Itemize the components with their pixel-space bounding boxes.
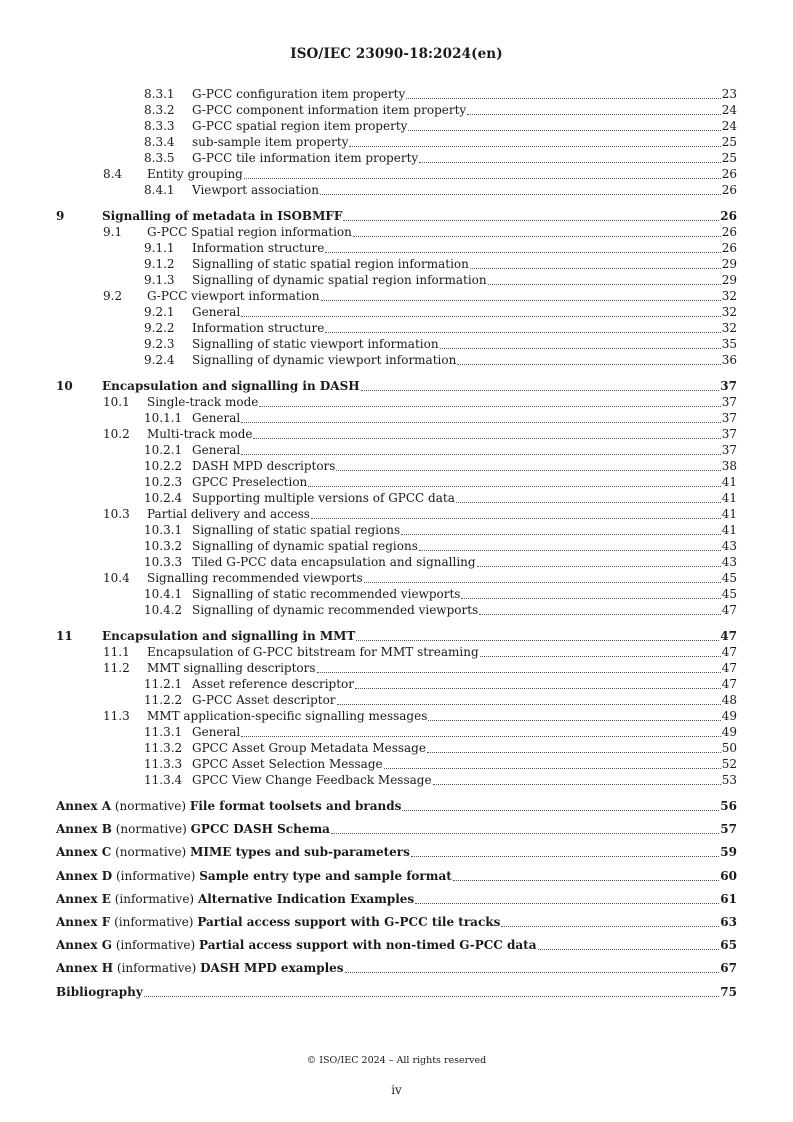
toc-entry-number: 10.3.3 [144, 555, 183, 569]
dot-leader [241, 422, 720, 423]
toc-entry-page: 56 [720, 799, 737, 813]
toc-entry-page: 35 [721, 337, 737, 351]
toc-bibliography-entry[interactable] [56, 984, 737, 1000]
toc-entry-number: 9.2.2 [144, 321, 175, 335]
toc-annex-entry[interactable] [56, 937, 737, 953]
toc-entry-number: 8.3.4 [144, 135, 175, 149]
toc-entry[interactable] [56, 208, 737, 224]
toc-entry-number: 10.3.1 [144, 523, 183, 537]
toc-entry[interactable] [56, 708, 737, 724]
toc-entry-title: Information structure [192, 321, 325, 335]
toc-entry-number: 10.4 [103, 571, 130, 585]
toc-entry-number: 11.1 [103, 645, 130, 659]
dot-leader [349, 146, 720, 147]
toc-entry-title: General [192, 305, 241, 319]
toc-entry-number: 8.3.2 [144, 103, 175, 117]
toc-entry[interactable] [56, 118, 737, 134]
dot-leader [480, 656, 721, 657]
toc-entry-page: 32 [721, 305, 737, 319]
toc-entry[interactable] [56, 86, 737, 102]
dot-leader [345, 972, 720, 973]
toc-entry-page: 23 [721, 87, 737, 101]
toc-entry[interactable] [56, 182, 737, 198]
toc-entry-page: 37 [721, 443, 737, 457]
toc-entry-number: 9.1 [103, 225, 123, 239]
dot-leader [477, 566, 721, 567]
toc-entry[interactable] [56, 134, 737, 150]
toc-entry-number: 11.2.1 [144, 677, 183, 691]
dot-leader [343, 220, 719, 221]
toc-entry-page: 37 [721, 411, 737, 425]
toc-entry-title: GPCC Asset Selection Message [192, 757, 383, 771]
toc-entry[interactable] [56, 426, 737, 442]
toc-entry[interactable] [56, 676, 737, 692]
dot-leader [406, 98, 720, 99]
annex-heading: File format toolsets and brands [189, 799, 402, 813]
dot-leader [241, 736, 720, 737]
toc-entry-number: 10.2.1 [144, 443, 183, 457]
toc-entry-title: Signalling of dynamic viewport information [192, 353, 457, 367]
annex-title [56, 844, 410, 860]
toc-annex-entry[interactable] [56, 960, 737, 976]
dot-leader [364, 582, 721, 583]
toc-entry-number: 11.3.4 [144, 773, 183, 787]
toc-entry-number: 9.2.1 [144, 305, 175, 319]
toc-entry-page: 37 [720, 379, 737, 393]
toc-entry-title: Signalling of static recommended viewports [192, 587, 461, 601]
toc-entry-page: 63 [720, 914, 737, 929]
toc-entry-title: Single-track mode [147, 395, 259, 409]
toc-entry-number: 11.3 [103, 709, 130, 723]
dot-leader [317, 672, 721, 673]
toc-entry-number: 10.3.2 [144, 539, 183, 553]
toc-entry[interactable] [56, 240, 737, 256]
toc-annex-entry[interactable] [56, 844, 737, 860]
toc-entry-page: 65 [720, 938, 737, 953]
dot-leader [427, 752, 721, 753]
toc-entry-page: 41 [721, 523, 737, 537]
toc-entry-page: 57 [720, 822, 737, 837]
dot-leader [419, 550, 721, 551]
toc-entry[interactable] [56, 538, 737, 554]
dot-leader [241, 454, 720, 455]
toc-entry[interactable] [56, 522, 737, 538]
toc-entry[interactable] [56, 692, 737, 708]
toc-entry[interactable] [56, 224, 737, 240]
page-number: iv [391, 1083, 402, 1097]
toc-entry-title: G-PCC configuration item property [192, 87, 406, 101]
annex-heading: Sample entry type and sample format [199, 868, 452, 883]
toc-entry-title: Partial delivery and access [147, 507, 310, 521]
dot-leader [488, 284, 721, 285]
dot-leader [244, 178, 721, 179]
toc-entry-number: 10.4.2 [144, 603, 183, 617]
toc-entry-title: Multi-track mode [147, 427, 253, 441]
annex-title [56, 891, 414, 907]
dot-leader [336, 470, 720, 471]
toc-entry[interactable] [56, 352, 737, 368]
annex-heading: MIME types and sub-parameters [190, 845, 410, 860]
toc-entry-title: Signalling of static spatial regions [192, 523, 401, 537]
toc-entry-title: MMT signalling descriptors [147, 661, 316, 675]
toc-entry-page: 47 [721, 645, 737, 659]
toc-entry[interactable] [56, 740, 737, 756]
toc-entry-title: G-PCC tile information item property [192, 151, 419, 165]
toc-entry-title: Viewport association [192, 183, 319, 197]
annex-heading: GPCC DASH Schema [190, 822, 330, 837]
toc-entry-page: 67 [720, 961, 737, 976]
toc-entry-page: 47 [721, 661, 737, 675]
toc-entry-title: Tiled G-PCC data encapsulation and signalling [192, 555, 476, 569]
toc-entry-title: G-PCC Asset descriptor [192, 693, 336, 707]
toc-entry-page: 25 [721, 151, 737, 165]
document-header: ISO/IEC 23090-18:2024(en) [290, 46, 503, 62]
annex-kind: (normative) [114, 799, 187, 813]
toc-entry-number: 9.1.1 [144, 241, 175, 255]
toc-entry-page: 41 [721, 475, 737, 489]
annex-heading: Partial access support with G-PCC tile tracks [197, 914, 501, 929]
dot-leader [337, 704, 721, 705]
dot-leader [308, 486, 720, 487]
dot-leader [411, 856, 719, 857]
toc-entry-page: 24 [721, 119, 737, 133]
annex-label: Annex E [56, 891, 111, 906]
toc-entry-number: 10.4.1 [144, 587, 183, 601]
toc-entry-number: 10.1.1 [144, 411, 183, 425]
toc-entry-page: 26 [721, 241, 737, 255]
annex-kind: (informative) [114, 891, 195, 906]
toc-entry-title: G-PCC component information item property [192, 103, 467, 117]
dot-leader [408, 130, 720, 131]
toc-entry-page: 60 [720, 868, 737, 883]
toc-entry-page: 26 [720, 209, 737, 223]
toc-entry-page: 59 [720, 845, 737, 860]
dot-leader [331, 833, 719, 834]
toc-entry-title: sub-sample item property [192, 135, 349, 149]
annex-kind: (normative) [115, 822, 187, 837]
toc-entry[interactable] [56, 256, 737, 272]
toc-entry-number: 9 [56, 209, 65, 223]
toc-entry-title: Signalling of dynamic spatial regions [192, 539, 418, 553]
dot-leader [320, 194, 721, 195]
annex-title [56, 798, 401, 814]
toc-entry-page: 38 [721, 459, 737, 473]
toc-entry-page: 47 [721, 603, 737, 617]
dot-leader [353, 236, 721, 237]
toc-entry-page: 37 [721, 395, 737, 409]
toc-entry[interactable] [56, 602, 737, 618]
toc-entry-number: 11.3.2 [144, 741, 183, 755]
toc-annex-entry[interactable] [56, 868, 737, 884]
dot-leader [457, 364, 720, 365]
toc-entry-title: MMT application-specific signalling messages [147, 709, 428, 723]
toc-entry-title: G-PCC viewport information [147, 289, 320, 303]
toc-entry[interactable] [56, 150, 737, 166]
toc-entry-page: 25 [721, 135, 737, 149]
annex-label: Annex H [56, 961, 114, 976]
toc-entry-title: GPCC Asset Group Metadata Message [192, 741, 426, 755]
toc-entry-page: 45 [721, 571, 737, 585]
dot-leader [419, 162, 721, 163]
annex-heading: Alternative Indication Examples [197, 891, 415, 906]
toc-entry-page: 32 [721, 289, 737, 303]
annex-title [56, 937, 537, 953]
dot-leader [325, 252, 720, 253]
toc-entry-page: 48 [721, 693, 737, 707]
dot-leader [453, 880, 720, 881]
dot-leader [311, 518, 721, 519]
toc-entry-title: Asset reference descriptor [192, 677, 355, 691]
annex-title [56, 960, 344, 976]
toc-entry-page: 24 [721, 103, 737, 117]
dot-leader [361, 390, 720, 391]
toc-entry-title: Signalling recommended viewports [147, 571, 363, 585]
toc-entry-page: 52 [721, 757, 737, 771]
toc-entry[interactable] [56, 474, 737, 490]
dot-leader [428, 720, 720, 721]
toc-entry-title: GPCC Preselection [192, 475, 308, 489]
toc-entry-number: 8.3.1 [144, 87, 175, 101]
dot-leader [253, 438, 720, 439]
toc-entry[interactable] [56, 586, 737, 602]
dot-leader [433, 784, 721, 785]
toc-entry-page: 43 [721, 539, 737, 553]
toc-entry[interactable] [56, 410, 737, 426]
toc-entry[interactable] [56, 336, 737, 352]
annex-kind: (informative) [114, 914, 194, 929]
toc-entry-title: Signalling of dynamic recommended viewports [192, 603, 479, 617]
toc-entry-number: 8.4 [103, 167, 123, 181]
dot-leader [144, 996, 720, 997]
toc-entry-page: 32 [721, 321, 737, 335]
annex-kind: (normative) [115, 845, 187, 860]
toc-entry[interactable] [56, 288, 737, 304]
toc-entry[interactable] [56, 724, 737, 740]
dot-leader [467, 114, 721, 115]
toc-entry-number: 9.2 [103, 289, 123, 303]
toc-entry-title: Information structure [192, 241, 325, 255]
annex-label: Annex C [56, 845, 112, 860]
toc-entry-page: 26 [721, 167, 737, 181]
dot-leader [538, 949, 720, 950]
annex-label: Annex G [56, 938, 112, 953]
toc-entry-page: 53 [721, 773, 737, 787]
toc-entry-number: 11.3.1 [144, 725, 183, 739]
toc-entry-title: G-PCC spatial region item property [192, 119, 408, 133]
toc-entry[interactable] [56, 102, 737, 118]
toc-annex-entry[interactable] [56, 821, 737, 837]
annex-kind: (informative) [116, 961, 197, 976]
toc-annex-entry[interactable] [56, 798, 737, 814]
toc-entry-title: General [192, 411, 241, 425]
toc-entry[interactable] [56, 756, 737, 772]
toc-entry-page: 26 [721, 225, 737, 239]
toc-entry-title: Signalling of static spatial region information [192, 257, 469, 271]
toc-entry[interactable] [56, 660, 737, 676]
toc-entry-title: Encapsulation and signalling in MMT [102, 629, 356, 643]
toc-entry-title: Signalling of metadata in ISOBMFF [102, 209, 343, 223]
toc-entry-title: Signalling of dynamic spatial region information [192, 273, 487, 287]
annex-label: Annex D [56, 868, 113, 883]
toc-entry-page: 47 [720, 629, 737, 643]
toc-entry-title: Signalling of static viewport information [192, 337, 439, 351]
dot-leader [501, 926, 719, 927]
toc-entry-number: 10.2.3 [144, 475, 183, 489]
toc-entry-title: General [192, 443, 241, 457]
toc-entry-number: 10.3 [103, 507, 130, 521]
toc-entry-title: GPCC View Change Feedback Message [192, 773, 432, 787]
annex-heading: Partial access support with non-timed G-PCC data [199, 938, 537, 953]
dot-leader [470, 268, 721, 269]
annex-label: Annex F [56, 914, 111, 929]
toc-entry[interactable] [56, 554, 737, 570]
annex-title [56, 914, 500, 930]
dot-leader [415, 903, 719, 904]
toc-entry-number: 10.2 [103, 427, 130, 441]
toc-entry[interactable] [56, 628, 737, 644]
annex-kind: (informative) [115, 938, 196, 953]
toc-entry[interactable] [56, 320, 737, 336]
toc-entry-page: 49 [721, 709, 737, 723]
toc-entry-number: 9.1.3 [144, 273, 175, 287]
toc-entry[interactable] [56, 490, 737, 506]
toc-entry[interactable] [56, 570, 737, 586]
toc-entry-page: 26 [721, 183, 737, 197]
toc-entry-page: 75 [720, 984, 737, 999]
toc-entry-title: DASH MPD descriptors [192, 459, 336, 473]
annex-heading: DASH MPD examples [200, 961, 344, 976]
toc-entry-number: 9.2.4 [144, 353, 175, 367]
annex-kind: (informative) [115, 868, 196, 883]
toc-entry-number: 11.3.3 [144, 757, 183, 771]
toc-entry-page: 43 [721, 555, 737, 569]
toc-entry-number: 8.4.1 [144, 183, 175, 197]
toc-entry[interactable] [56, 442, 737, 458]
toc-entry-title: G-PCC Spatial region information [147, 225, 352, 239]
toc-entry-title: General [192, 725, 241, 739]
toc-entry[interactable] [56, 272, 737, 288]
dot-leader [384, 768, 721, 769]
dot-leader [456, 502, 721, 503]
toc-entry-number: 10 [56, 379, 73, 393]
toc-entry-page: 49 [721, 725, 737, 739]
toc-entry-number: 9.2.3 [144, 337, 175, 351]
toc-entry[interactable] [56, 458, 737, 474]
toc-entry-page: 45 [721, 587, 737, 601]
annex-label: Annex B [56, 822, 112, 837]
toc-entry-number: 9.1.2 [144, 257, 175, 271]
toc-entry[interactable] [56, 166, 737, 182]
toc-entry-page: 50 [721, 741, 737, 755]
toc-entry[interactable] [56, 506, 737, 522]
dot-leader [440, 348, 721, 349]
toc-entry-page: 61 [720, 891, 737, 906]
toc-entry-page: 37 [721, 427, 737, 441]
annex-title [56, 868, 452, 884]
toc-entry[interactable] [56, 394, 737, 410]
toc-entry[interactable] [56, 304, 737, 320]
toc-entry-page: 41 [721, 491, 737, 505]
toc-entry[interactable] [56, 644, 737, 660]
toc-entry-title: Supporting multiple versions of GPCC data [192, 491, 455, 505]
toc-entry-page: 47 [721, 677, 737, 691]
toc-entry-number: 8.3.5 [144, 151, 175, 165]
toc-entry-page: 36 [721, 353, 737, 367]
dot-leader [356, 640, 719, 641]
dot-leader [479, 614, 721, 615]
toc-entry-page: 29 [721, 273, 737, 287]
annex-title [56, 821, 330, 837]
toc-entry-number: 10.1 [103, 395, 130, 409]
dot-leader [461, 598, 720, 599]
toc-entry[interactable] [56, 378, 737, 394]
dot-leader [325, 332, 720, 333]
toc-annex-entry[interactable] [56, 914, 737, 930]
toc-entry-number: 11.2 [103, 661, 130, 675]
bibliography-title: Bibliography [56, 984, 143, 999]
dot-leader [355, 688, 721, 689]
toc-entry-number: 11.2.2 [144, 693, 183, 707]
toc-entry-title: Encapsulation of G-PCC bitstream for MMT streaming [147, 645, 479, 659]
copyright-footer: © ISO/IEC 2024 – All rights reserved [306, 1055, 487, 1066]
dot-leader [402, 810, 719, 811]
dot-leader [259, 406, 720, 407]
toc-entry-title: Entity grouping [147, 167, 243, 181]
table-of-contents [56, 86, 737, 1000]
toc-entry-number: 10.2.4 [144, 491, 183, 505]
toc-entry-page: 41 [721, 507, 737, 521]
toc-entry-page: 29 [721, 257, 737, 271]
toc-entry-number: 8.3.3 [144, 119, 175, 133]
toc-entry-number: 11 [56, 629, 73, 643]
dot-leader [241, 316, 720, 317]
dot-leader [401, 534, 721, 535]
dot-leader [321, 300, 721, 301]
toc-entry-number: 10.2.2 [144, 459, 183, 473]
toc-entry[interactable] [56, 772, 737, 788]
toc-annex-entry[interactable] [56, 891, 737, 907]
toc-entry-title: Encapsulation and signalling in DASH [102, 379, 360, 393]
annex-label: Annex A [56, 799, 112, 813]
